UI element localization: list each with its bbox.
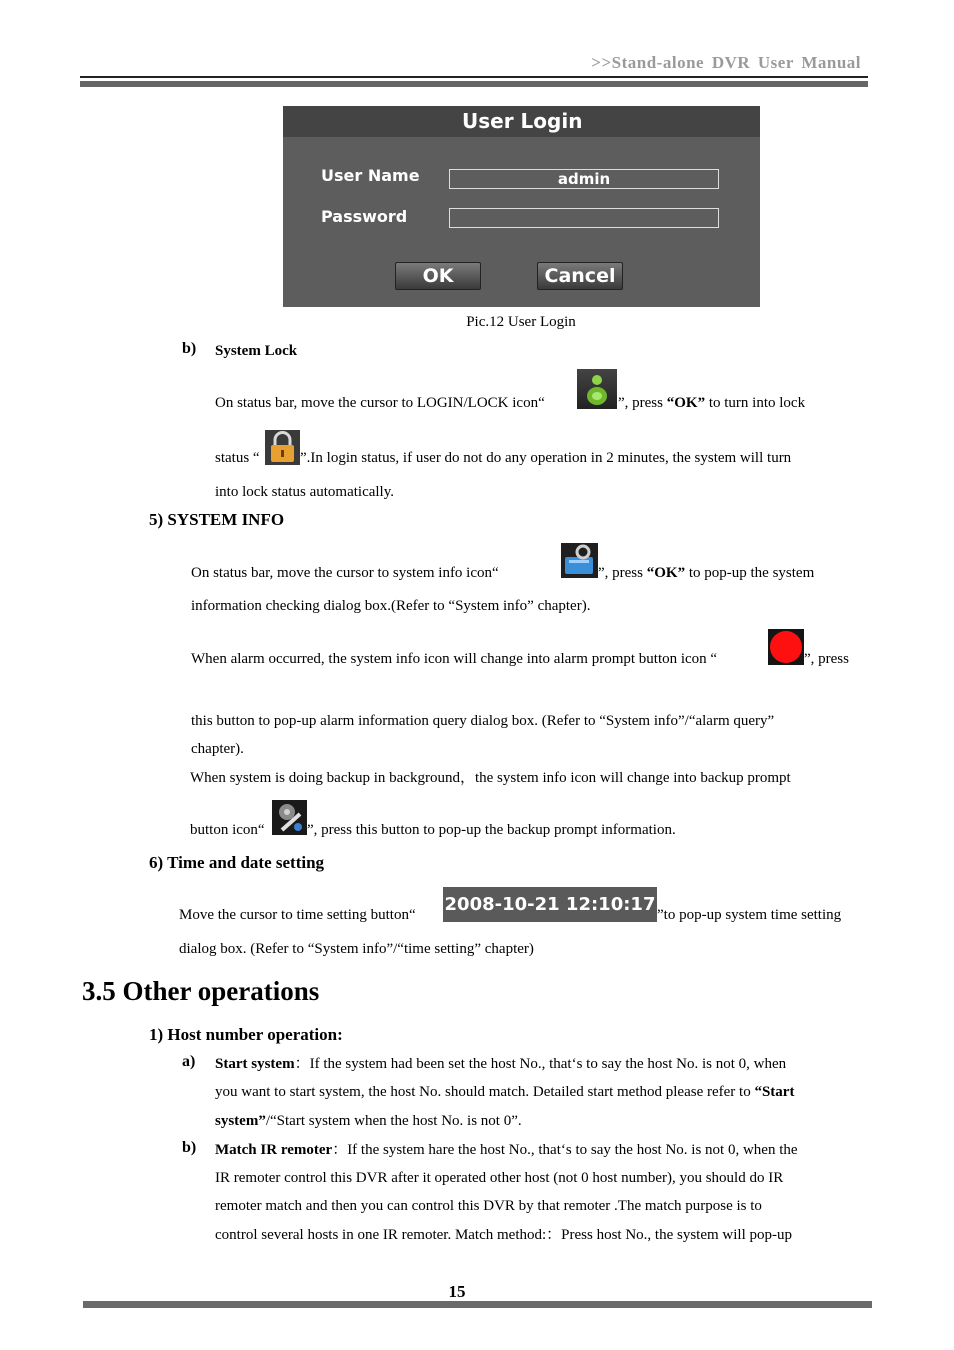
time-setting-heading: 6) Time and date setting [149, 853, 325, 872]
system-info-line2: information checking dialog box.(Refer to “System info” chapter). [191, 598, 591, 614]
system-lock-line1b: ”, press “OK” to turn into lock [618, 395, 806, 411]
system-lock-line3: into lock status automatically. [215, 484, 394, 500]
manual-header-title: >>Stand-alone DVR User Manual [591, 53, 861, 72]
page-number: 15 [448, 1282, 466, 1301]
start-system-line1: Start system：If the system had been set the host No., that‘s to say the host No. is not 0, when [215, 1056, 787, 1072]
ok-button[interactable]: OK [395, 262, 481, 290]
time-setting-button: 2008-10-21 12:10:17 [443, 887, 657, 922]
figure-caption: Pic.12 User Login [466, 314, 576, 330]
password-field[interactable] [449, 208, 719, 228]
cancel-button[interactable]: Cancel [537, 262, 623, 290]
dialog-title: User Login [462, 109, 583, 133]
backup-line-1: When system is doing backup in background，the system info icon will change into backup prompt [190, 770, 791, 786]
system-info-icon [561, 543, 598, 578]
system-lock-line2a: status “ [215, 450, 260, 466]
time-setting-line1a: Move the cursor to time setting button“ [179, 907, 416, 923]
alarm-line-b: ”, press [804, 651, 849, 667]
system-info-line1b: ”, press “OK” to pop-up the system [598, 565, 815, 581]
username-label: User Name [321, 166, 420, 185]
time-setting-line2: dialog box. (Refer to “System info”/“time setting” chapter) [179, 941, 534, 957]
login-lock-icon [577, 369, 617, 409]
system-lock-line1a: On status bar, move the cursor to LOGIN/LOCK icon“ [215, 395, 545, 411]
host-number-heading: 1) Host number operation: [149, 1025, 343, 1044]
backup-line-2a: button icon“ [190, 822, 265, 838]
alarm-line-3: chapter). [191, 741, 244, 757]
list-marker-b: b) [182, 340, 197, 357]
list-marker-b2: b) [182, 1139, 197, 1156]
list-marker-a: a) [182, 1053, 196, 1070]
alarm-line-2: this button to pop-up alarm information query dialog box. (Refer to “System info”/“alarm query” [191, 713, 775, 729]
section-title: 3.5 Other operations [82, 976, 320, 1006]
match-ir-line1: Match IR remoter：If the system hare the host No., that‘s to say the host No. is not 0, when the [215, 1142, 798, 1158]
lock-icon [265, 430, 300, 465]
alarm-line-a: When alarm occurred, the system info icon will change into alarm prompt button icon “ [191, 651, 718, 667]
system-lock-line2b: ”.In login status, if user do not do any operation in 2 minutes, the system will turn [300, 450, 792, 466]
password-label: Password [321, 207, 408, 226]
header-rule-thin [80, 76, 868, 78]
match-ir-line4: control several hosts in one IR remoter. Match method:：Press host No., the system will pop-up [215, 1227, 793, 1243]
alarm-prompt-icon [768, 629, 804, 665]
time-setting-line1b: ”to pop-up system time setting [657, 907, 842, 923]
start-system-line3: system”/“Start system when the host No. is not 0”. [215, 1113, 522, 1129]
match-ir-line2: IR remoter control this DVR after it operated other host (not 0 host number), you should do IR [215, 1170, 784, 1186]
username-field[interactable]: admin [449, 169, 719, 189]
header-rule-thick [80, 81, 868, 87]
system-lock-heading: System Lock [215, 343, 298, 359]
match-ir-line3: remoter match and then you can control this DVR by that remoter .The match purpose is to [215, 1198, 762, 1214]
footer-rule [83, 1301, 872, 1308]
system-info-heading: 5) SYSTEM INFO [149, 510, 285, 529]
system-info-line1a: On status bar, move the cursor to system info icon“ [191, 565, 499, 581]
user-login-dialog [283, 106, 760, 307]
start-system-line2: you want to start system, the host No. should match. Detailed start method please refer to “Start [215, 1084, 795, 1100]
backup-prompt-icon [272, 800, 307, 835]
backup-line-2b: ”, press this button to pop-up the backup prompt information. [307, 822, 676, 838]
